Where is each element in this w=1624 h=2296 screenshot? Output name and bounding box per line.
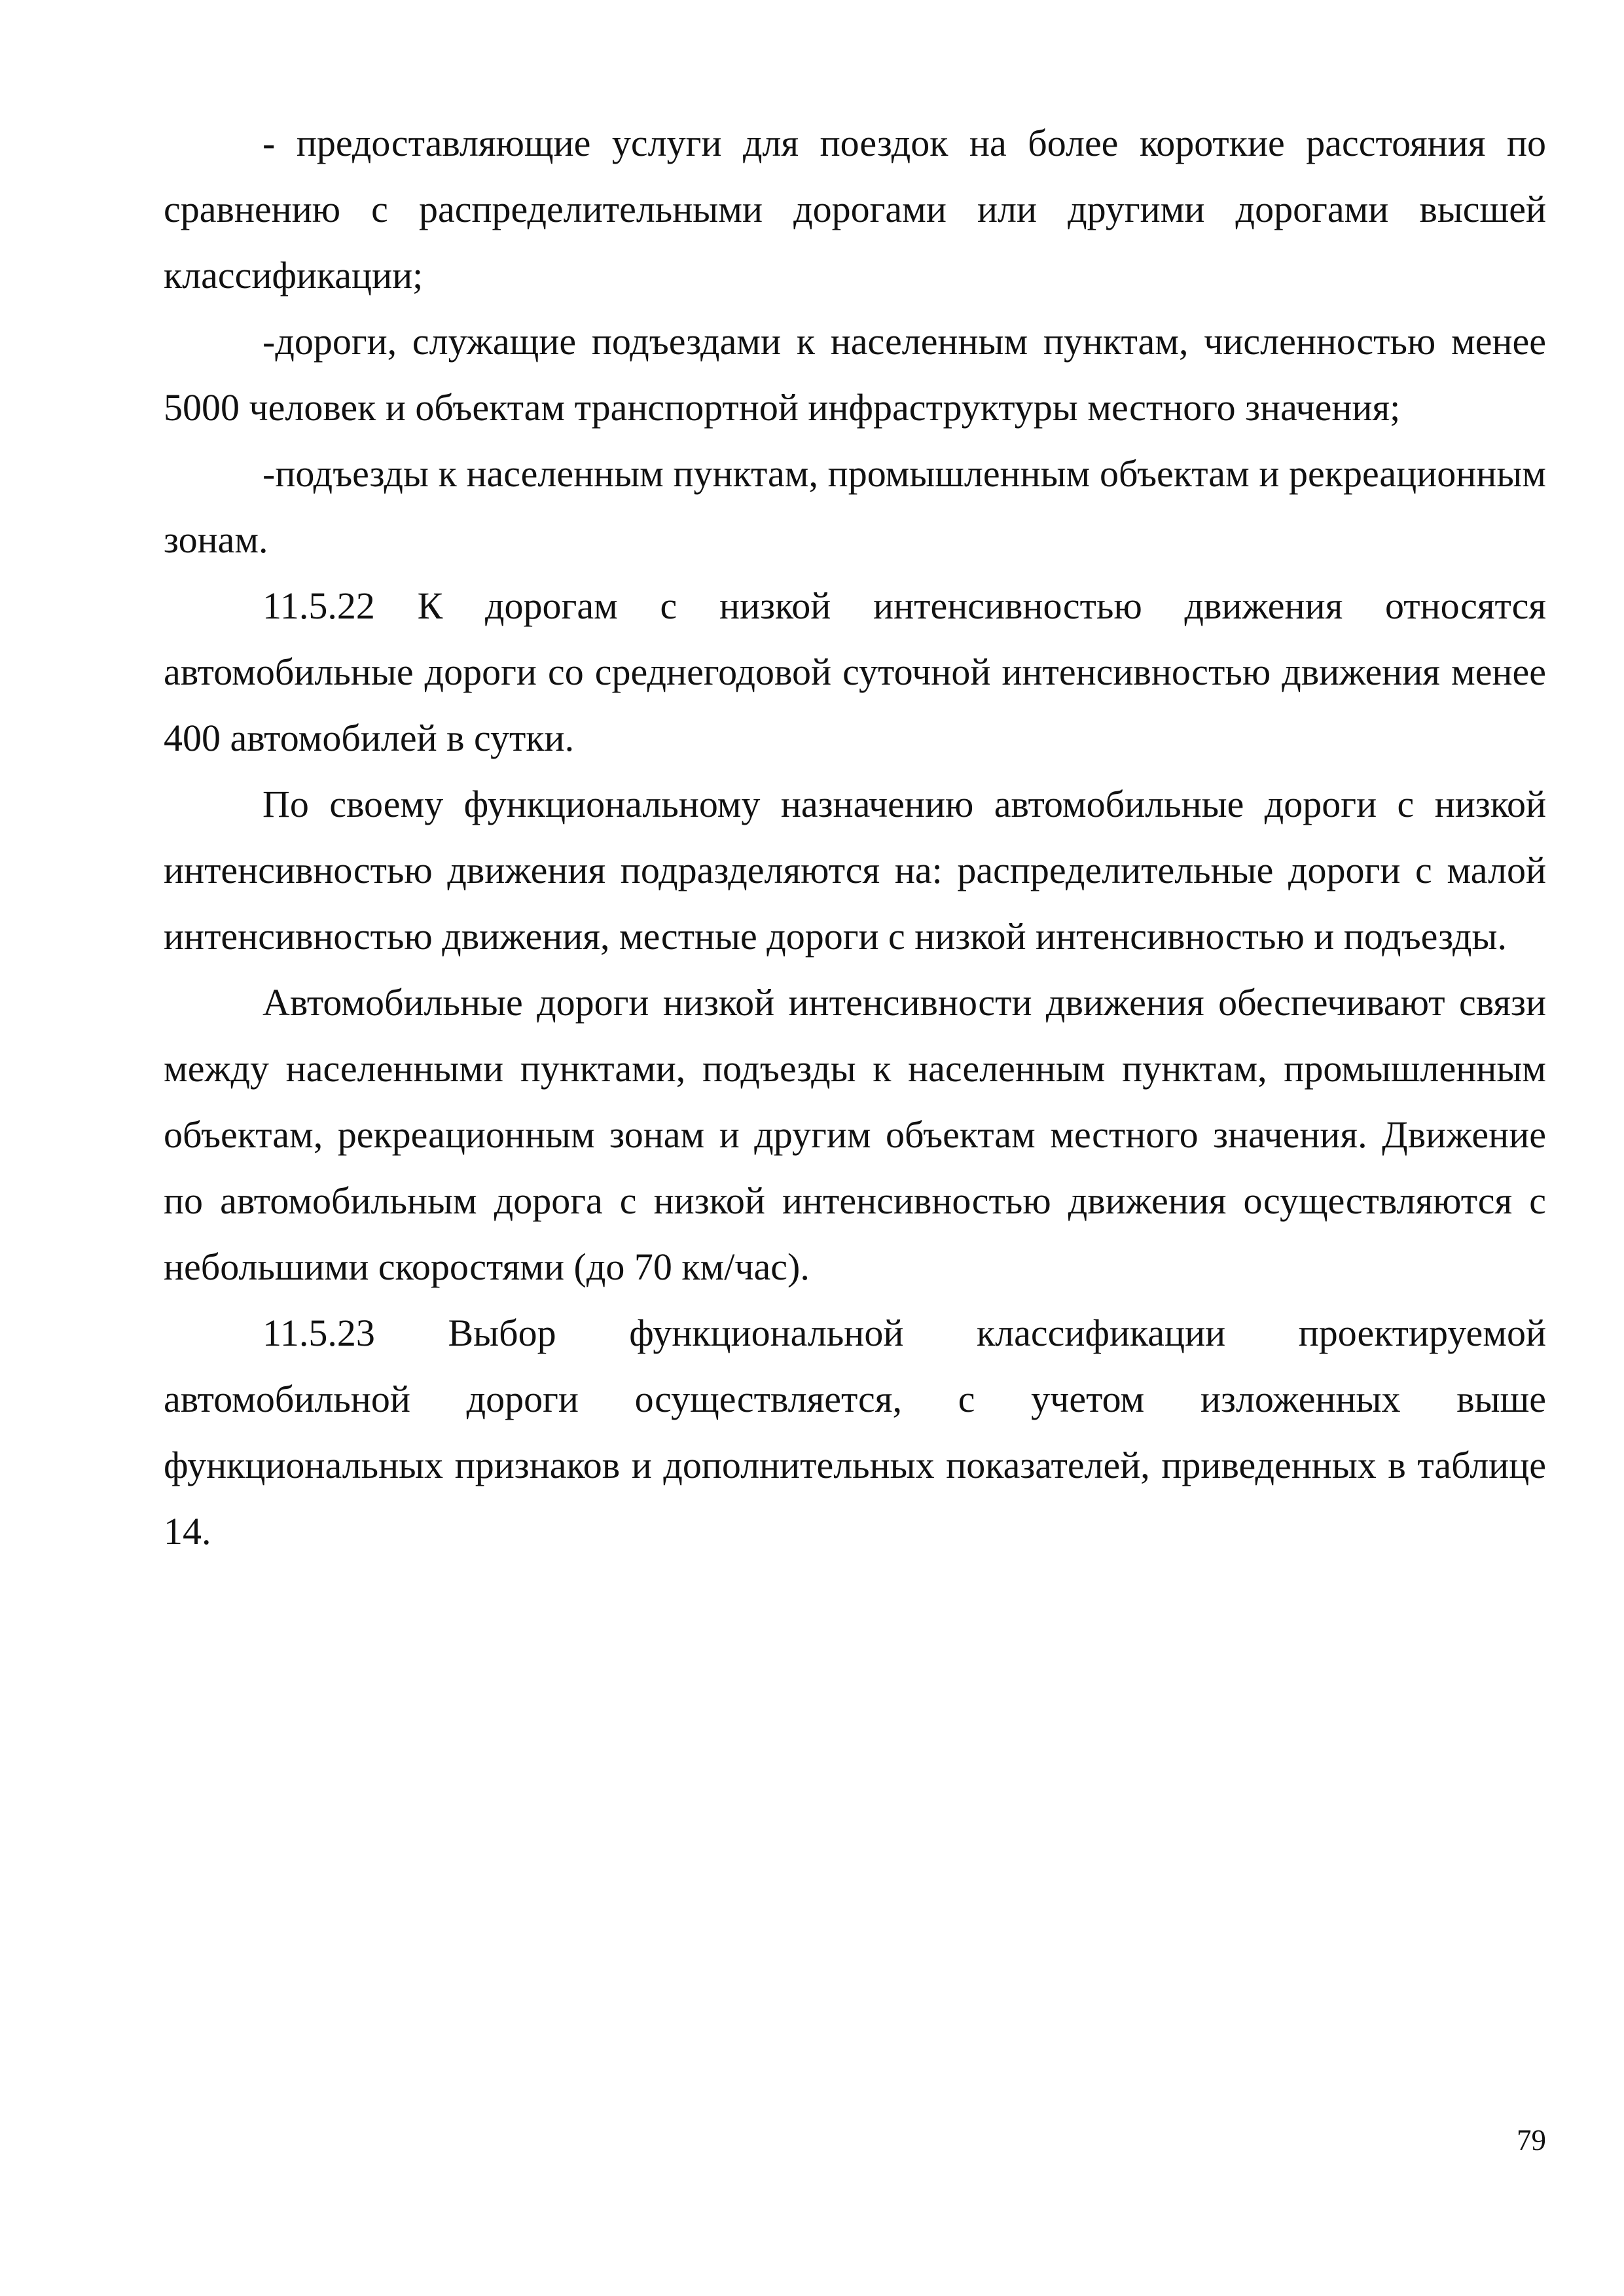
paragraph-list-item-approaches: -подъезды к населенным пунктам, промышленным объектам и рекреационным зонам. [164,452,1546,561]
paragraph-section-11-5-23: 11.5.23 Выбор функциональной классификации проектируемой автомобильной дороги осуществляется, с учетом изложенных выше функциональных признаков и дополнительных показателей, приведенных в таблице 14. [164,1312,1546,1552]
paragraph-functional-purpose: По своему функциональному назначению автомобильные дороги с низкой интенсивностью движения подразделяются на: распределительные дороги с малой интенсивностью движения, местные дороги с низкой интенсивностью и подъезды. [164,783,1546,958]
paragraph-list-item-short-trips: - предоставляющие услуги для поездок на более короткие расстояния по сравнению с распределительными дорогами или другими дорогами высшей классификации; [164,122,1546,296]
paragraph-section-11-5-22: 11.5.22 К дорогам с низкой интенсивностью движения относятся автомобильные дороги со среднегодовой суточной интенсивностью движения менее 400 автомобилей в сутки. [164,584,1546,759]
paragraph-low-intensity-roads: Автомобильные дороги низкой интенсивности движения обеспечивают связи между населенными пунктами, подъезды к населенным пунктам, промышленным объектам, рекреационным зонам и другим объектам местного значения. Движение по автомобильным дорога с низкой интенсивностью движения осуществляются с небольшими скоростями (до 70 км/час). [164,981,1546,1288]
page-body [164,110,1546,1564]
paragraph-list-item-access-roads: -дороги, служащие подъездами к населенным пунктам, численностью менее 5000 человек и объектам транспортной инфраструктуры местного значения; [164,320,1546,429]
page-number: 79 [1517,2124,1546,2157]
